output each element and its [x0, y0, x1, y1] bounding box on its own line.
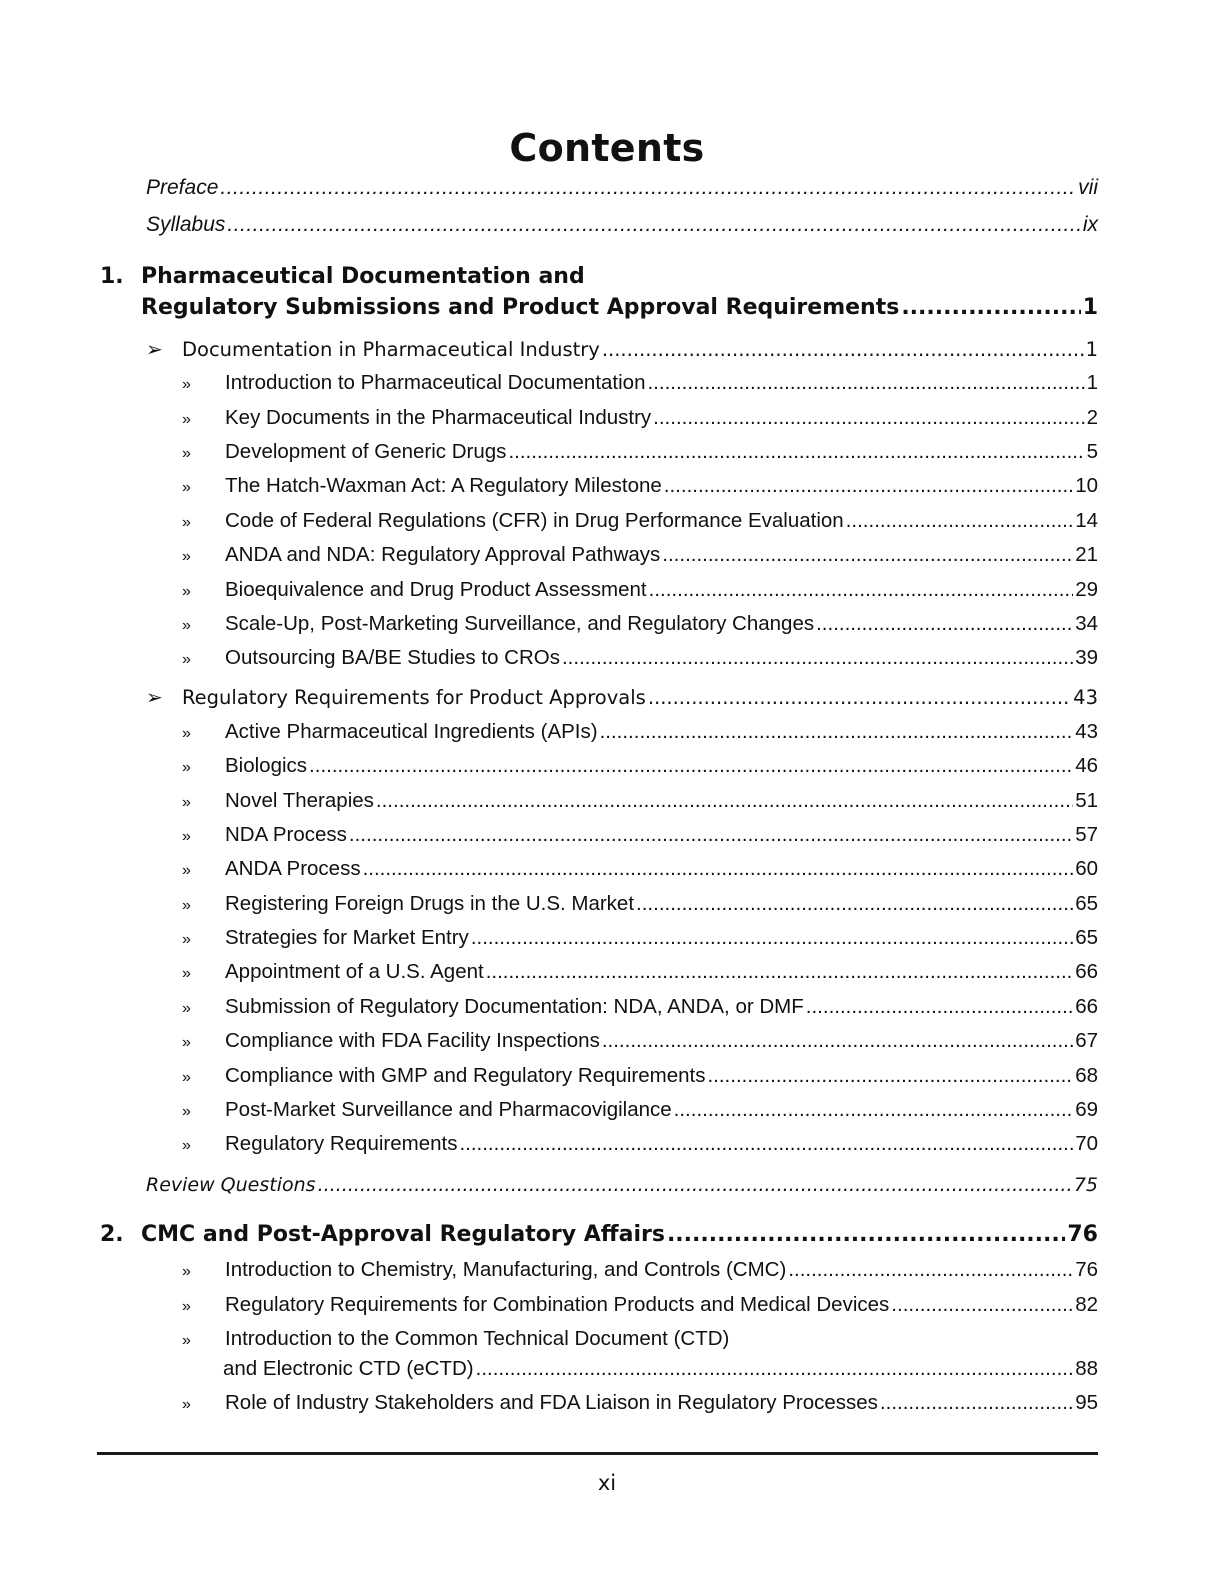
chevron-bullet-icon: »: [182, 725, 191, 742]
dot-leader: [318, 1172, 1072, 1198]
toc-item[interactable]: [180, 370, 1098, 398]
dot-leader: [649, 577, 1074, 603]
toc-page-number: 95: [1075, 1391, 1098, 1414]
chevron-bullet-icon: »: [182, 1396, 191, 1413]
toc-item-label: Key Documents in the Pharmaceutical Industry: [225, 406, 652, 429]
toc-page-number: 51: [1075, 789, 1098, 812]
toc-page-number: 14: [1075, 509, 1098, 532]
dot-leader: [647, 370, 1084, 396]
toc-item[interactable]: [180, 1131, 1098, 1159]
toc-item[interactable]: [180, 577, 1098, 605]
toc-item-label: Scale-Up, Post-Marketing Surveillance, and Regulatory Changes: [225, 612, 815, 635]
toc-page-number: 65: [1075, 926, 1098, 949]
chevron-bullet-icon: »: [182, 548, 191, 565]
toc-item[interactable]: [180, 753, 1098, 781]
dot-leader: [707, 1063, 1073, 1089]
toc-item[interactable]: [180, 719, 1098, 747]
dot-leader: [220, 175, 1076, 201]
dot-leader: [349, 822, 1073, 848]
chevron-bullet-icon: »: [182, 1000, 191, 1017]
footer-divider: [97, 1452, 1098, 1455]
dot-leader: [891, 1292, 1073, 1318]
toc-item-label: Development of Generic Drugs: [225, 440, 507, 463]
toc-item-label: and Electronic CTD (eCTD): [223, 1357, 474, 1380]
toc-item[interactable]: [180, 439, 1098, 467]
toc-page-number: 57: [1075, 823, 1098, 846]
toc-page-number: 1: [1082, 295, 1098, 320]
toc-item[interactable]: [180, 959, 1098, 987]
toc-page-number: 43: [1075, 720, 1098, 743]
toc-page-number: 5: [1086, 440, 1098, 463]
toc-section-label: Documentation in Pharmaceutical Industry: [182, 338, 600, 361]
toc-item-label: Registering Foreign Drugs in the U.S. Market: [225, 892, 635, 915]
chevron-bullet-icon: »: [182, 583, 191, 600]
dot-leader: [648, 685, 1071, 711]
toc-section-regulatory-requirements[interactable]: [146, 684, 1098, 711]
dot-leader: [667, 1220, 1065, 1250]
toc-item[interactable]: [180, 1097, 1098, 1125]
dot-leader: [363, 856, 1074, 882]
toc-item-ctd-line1[interactable]: [180, 1326, 1098, 1354]
toc-item[interactable]: [180, 994, 1098, 1022]
chevron-bullet-icon: »: [182, 1137, 191, 1154]
toc-item-label: Novel Therapies: [225, 789, 374, 812]
toc-entry-chapter-2[interactable]: [141, 1220, 1098, 1250]
chevron-bullet-icon: »: [182, 862, 191, 879]
toc-item[interactable]: [180, 925, 1098, 953]
toc-page-number: 34: [1075, 612, 1098, 635]
dot-leader: [846, 508, 1073, 534]
toc-item[interactable]: [180, 1063, 1098, 1091]
chevron-bullet-icon: »: [182, 965, 191, 982]
toc-section-label: Regulatory Requirements for Product Approvals: [182, 686, 646, 709]
toc-entry-label: Preface: [146, 176, 219, 199]
dot-leader: [901, 293, 1080, 323]
chevron-bullet-icon: »: [182, 931, 191, 948]
dot-leader: [653, 405, 1084, 431]
dot-leader: [602, 337, 1084, 363]
toc-page-number: 76: [1075, 1258, 1098, 1281]
dot-leader: [662, 542, 1073, 568]
toc-item-label: Introduction to Pharmaceutical Documentation: [225, 371, 646, 394]
chapter-number: 1.: [100, 264, 124, 289]
toc-item-label: NDA Process: [225, 823, 347, 846]
dot-leader: [309, 753, 1073, 779]
chevron-bullet-icon: »: [182, 479, 191, 496]
arrow-bullet-icon: ➢: [146, 337, 163, 361]
chevron-bullet-icon: »: [182, 411, 191, 428]
toc-page-number: 75: [1073, 1174, 1098, 1196]
dot-leader: [486, 959, 1073, 985]
toc-page-number: 69: [1075, 1098, 1098, 1121]
toc-item-label: Code of Federal Regulations (CFR) in Drug Performance Evaluation: [225, 509, 844, 532]
toc-item[interactable]: [180, 405, 1098, 433]
toc-item[interactable]: [180, 1390, 1098, 1418]
dot-leader: [376, 788, 1073, 814]
toc-item[interactable]: [180, 788, 1098, 816]
chevron-bullet-icon: »: [182, 617, 191, 634]
chevron-bullet-icon: »: [182, 759, 191, 776]
toc-page-number: 88: [1075, 1357, 1098, 1380]
toc-item[interactable]: [180, 473, 1098, 501]
chevron-bullet-icon: »: [182, 1263, 191, 1280]
toc-entry-label: Review Questions: [146, 1174, 316, 1196]
dot-leader: [816, 611, 1073, 637]
dot-leader: [602, 1028, 1073, 1054]
chevron-bullet-icon: »: [182, 1332, 191, 1349]
toc-item[interactable]: [180, 1028, 1098, 1056]
toc-page-number: 43: [1073, 686, 1098, 709]
toc-item-label: Post-Market Surveillance and Pharmacovigilance: [225, 1098, 672, 1121]
chapter-title: CMC and Post-Approval Regulatory Affairs: [141, 1222, 665, 1247]
toc-entry-syllabus[interactable]: [146, 212, 1098, 238]
toc-page-number: 60: [1075, 857, 1098, 880]
toc-item-label: Outsourcing BA/BE Studies to CROs: [225, 646, 560, 669]
toc-item-ctd-line2[interactable]: [223, 1356, 1098, 1382]
toc-page-number: 10: [1075, 474, 1098, 497]
toc-item[interactable]: [180, 542, 1098, 570]
toc-item-label: ANDA Process: [225, 857, 361, 880]
toc-item[interactable]: [180, 1292, 1098, 1320]
toc-item[interactable]: [180, 856, 1098, 884]
page-title: Contents: [509, 126, 705, 170]
chevron-bullet-icon: »: [182, 1069, 191, 1086]
toc-item[interactable]: [180, 645, 1098, 673]
dot-leader: [806, 994, 1073, 1020]
chevron-bullet-icon: »: [182, 651, 191, 668]
chevron-bullet-icon: »: [182, 828, 191, 845]
chapter-title-line2: Regulatory Submissions and Product Approval Requirements: [141, 295, 900, 320]
toc-page-number: 21: [1075, 543, 1098, 566]
toc-page-number: vii: [1078, 176, 1098, 199]
chevron-bullet-icon: »: [182, 794, 191, 811]
toc-item[interactable]: [180, 891, 1098, 919]
toc-item[interactable]: [180, 822, 1098, 850]
chapter-title-line1[interactable]: Pharmaceutical Documentation and: [141, 264, 585, 289]
toc-item-label: Introduction to the Common Technical Document (CTD): [225, 1327, 730, 1350]
dot-leader: [664, 473, 1073, 499]
toc-item-label: Submission of Regulatory Documentation: NDA, ANDA, or DMF: [225, 995, 804, 1018]
toc-item-label: Bioequivalence and Drug Product Assessment: [225, 578, 647, 601]
dot-leader: [227, 212, 1080, 238]
toc-item[interactable]: [180, 611, 1098, 639]
chevron-bullet-icon: »: [182, 1103, 191, 1120]
chevron-bullet-icon: »: [182, 376, 191, 393]
toc-item-label: ANDA and NDA: Regulatory Approval Pathways: [225, 543, 661, 566]
dot-leader: [562, 645, 1073, 671]
footer-page-number: xi: [597, 1471, 617, 1495]
toc-entry-chapter-1[interactable]: [141, 293, 1098, 323]
toc-page-number: 66: [1075, 995, 1098, 1018]
toc-item-label: The Hatch-Waxman Act: A Regulatory Milestone: [225, 474, 662, 497]
toc-page-number: 82: [1075, 1293, 1098, 1316]
chevron-bullet-icon: »: [182, 445, 191, 462]
toc-item[interactable]: [180, 1257, 1098, 1285]
toc-item-label: Introduction to Chemistry, Manufacturing, and Controls (CMC): [225, 1258, 787, 1281]
toc-section-documentation[interactable]: [146, 336, 1098, 363]
chapter-number: 2.: [100, 1222, 124, 1247]
toc-page-number: 65: [1075, 892, 1098, 915]
toc-page-number: 39: [1075, 646, 1098, 669]
toc-page-number: 68: [1075, 1064, 1098, 1087]
arrow-bullet-icon: ➢: [146, 685, 163, 709]
dot-leader: [459, 1131, 1073, 1157]
dot-leader: [674, 1097, 1074, 1123]
dot-leader: [788, 1257, 1073, 1283]
toc-page-number: 29: [1075, 578, 1098, 601]
toc-item-label: Compliance with GMP and Regulatory Requirements: [225, 1064, 706, 1087]
dot-leader: [508, 439, 1084, 465]
dot-leader: [471, 925, 1073, 951]
toc-page-number: 1: [1086, 371, 1098, 394]
toc-page-number: 70: [1075, 1132, 1098, 1155]
dot-leader: [880, 1390, 1073, 1416]
toc-entry-review-questions[interactable]: [146, 1172, 1098, 1198]
chevron-bullet-icon: »: [182, 897, 191, 914]
toc-entry-label: Syllabus: [146, 213, 226, 236]
chevron-bullet-icon: »: [182, 1034, 191, 1051]
dot-leader: [600, 719, 1074, 745]
toc-page-number: 76: [1067, 1222, 1098, 1247]
toc-page-number: 67: [1075, 1029, 1098, 1052]
toc-page-number: 2: [1086, 406, 1098, 429]
toc-page-number: 1: [1085, 338, 1098, 361]
chevron-bullet-icon: »: [182, 514, 191, 531]
toc-page-number: 66: [1075, 960, 1098, 983]
toc-page-number: 46: [1075, 754, 1098, 777]
toc-item-label: Regulatory Requirements for Combination Products and Medical Devices: [225, 1293, 890, 1316]
toc-item[interactable]: [180, 508, 1098, 536]
toc-item-label: Strategies for Market Entry: [225, 926, 469, 949]
toc-item-label: Biologics: [225, 754, 308, 777]
toc-item-label: Role of Industry Stakeholders and FDA Liaison in Regulatory Processes: [225, 1391, 878, 1414]
dot-leader: [476, 1356, 1074, 1382]
toc-page-number: ix: [1082, 213, 1098, 236]
toc-entry-preface[interactable]: [146, 175, 1098, 201]
toc-item-label: Regulatory Requirements: [225, 1132, 458, 1155]
chevron-bullet-icon: »: [182, 1298, 191, 1315]
dot-leader: [636, 891, 1073, 917]
toc-item-label: Compliance with FDA Facility Inspections: [225, 1029, 600, 1052]
toc-item-label: Appointment of a U.S. Agent: [225, 960, 484, 983]
toc-item-label: Active Pharmaceutical Ingredients (APIs): [225, 720, 598, 743]
